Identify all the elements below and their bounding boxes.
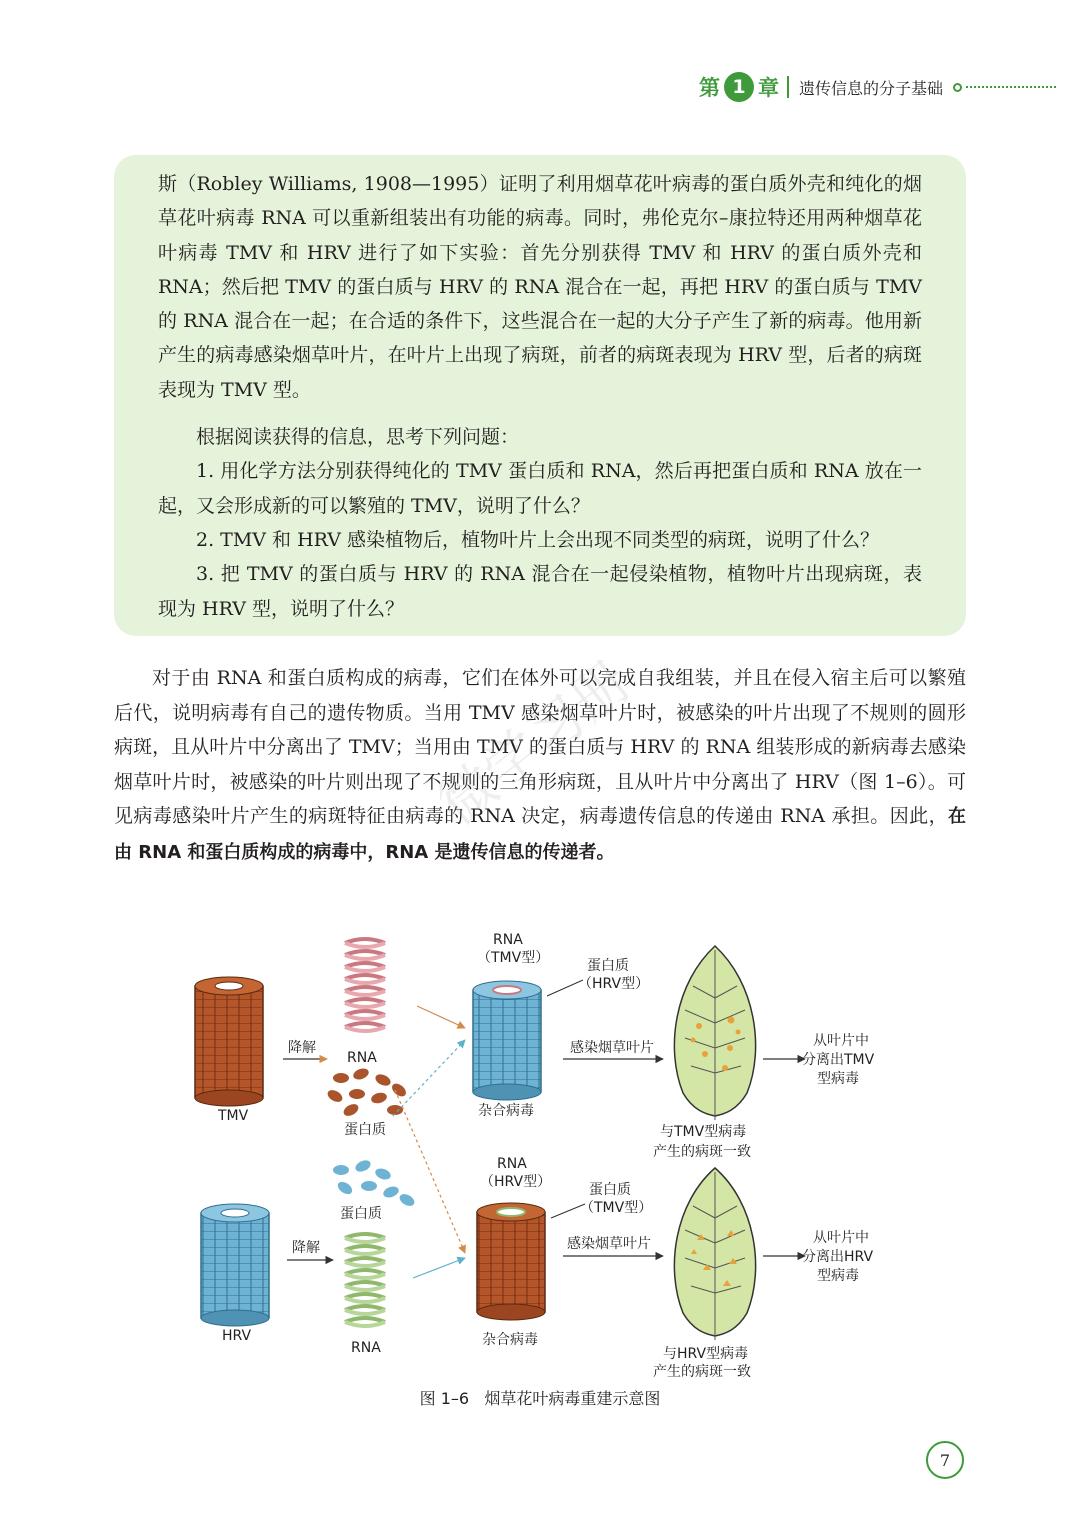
chapter-header bbox=[699, 72, 1056, 102]
top-leaf-caption-1: 与TMV型病毒 bbox=[660, 1124, 747, 1140]
bottom-rna-arrow bbox=[413, 1258, 465, 1278]
question-3: 3. 把 TMV 的蛋白质与 HRV 的 RNA 混合在一起侵染植物，植物叶片出现病斑，表现为 HRV 型，说明了什么？ bbox=[158, 563, 922, 620]
hrv-label: HRV bbox=[222, 1328, 252, 1344]
bottom-degrade-label: 降解 bbox=[292, 1240, 320, 1256]
reading-paragraph: 斯（Robley Williams, 1908—1995）证明了利用烟草花叶病毒的蛋白质外壳和纯化的烟草花叶病毒 RNA 可以重新组装出有功能的病毒。同时，弗伦克尔–康拉特还用两种烟草花叶病毒 TMV 和 HRV 进行了如下实验：首先分别获得 TMV 和 HRV 的蛋白质外壳和 RNA；然后把 TMV 的蛋白质与 HRV 的 RNA 混合在一起，再把 HRV 的蛋白质与 TMV 的 RNA 混合在一起；在合适的条件下，这些混合在一起的大分子产生了新的病毒。他用新产生的病毒感染烟草叶片，在叶片上出现了病斑，前者的病斑表现为 HRV 型，后者的病斑表现为 TMV 型。 bbox=[158, 173, 922, 401]
bottom-result-3: 型病毒 bbox=[817, 1268, 859, 1284]
tmv-virus bbox=[195, 977, 263, 1106]
tmv-rna-helix-icon bbox=[345, 939, 385, 1031]
hrv-protein-to-top-arrow bbox=[393, 1040, 465, 1116]
top-infect-label: 感染烟草叶片 bbox=[570, 1040, 654, 1056]
tmv-label: TMV bbox=[218, 1108, 249, 1124]
top-hybrid-protein-type: （HRV型） bbox=[578, 976, 650, 992]
bottom-hybrid-virus bbox=[477, 1203, 545, 1320]
bottom-leaf-caption-1: 与HRV型病毒 bbox=[663, 1346, 749, 1362]
dotted-rule bbox=[966, 86, 1056, 88]
top-rna-arrow bbox=[417, 1006, 465, 1028]
question-2: 2. TMV 和 HRV 感染植物后，植物叶片上会出现不同类型的病斑，说明了什么？ bbox=[196, 528, 880, 551]
figure-title: 烟草花叶病毒重建示意图 bbox=[484, 1389, 661, 1408]
top-result-3: 型病毒 bbox=[817, 1071, 859, 1087]
main-text bbox=[114, 661, 966, 870]
hrv-rna-helix-icon bbox=[345, 1234, 385, 1326]
chapter-title: 遗传信息的分子基础 bbox=[798, 78, 943, 98]
bottom-result-1: 从叶片中 bbox=[813, 1230, 869, 1246]
hrv-virus bbox=[201, 1204, 269, 1326]
top-leaf-icon bbox=[674, 946, 755, 1120]
top-hybrid-rna-type: （TMV型） bbox=[477, 950, 550, 966]
watermark: 微学习册 bbox=[426, 648, 644, 839]
top-hybrid-label: 杂合病毒 bbox=[478, 1103, 534, 1119]
top-hybrid-virus bbox=[473, 981, 541, 1100]
bottom-leaf-caption-2: 产生的病斑一致 bbox=[653, 1364, 751, 1378]
question-1: 1. 用化学方法分别获得纯化的 TMV 蛋白质和 RNA，然后再把蛋白质和 RNA 放在一起，又会形成新的可以繁殖的 TMV，说明了什么？ bbox=[158, 460, 922, 517]
bottom-hybrid-rna-label: RNA bbox=[497, 1156, 527, 1172]
chapter-prefix: 第 bbox=[698, 76, 720, 100]
reading-box bbox=[114, 155, 966, 636]
bottom-infect-label: 感染烟草叶片 bbox=[567, 1236, 651, 1252]
tmv-protein-to-bottom-arrow bbox=[395, 1090, 465, 1253]
bottom-rna-label: RNA bbox=[351, 1340, 381, 1356]
top-hybrid-protein-label: 蛋白质 bbox=[587, 958, 629, 974]
page-number: 7 bbox=[926, 1441, 964, 1479]
bottom-protein-label: 蛋白质 bbox=[340, 1206, 382, 1222]
bold-conclusion: 在由 RNA 和蛋白质构成的病毒中，RNA 是遗传信息的传递者。 bbox=[114, 806, 966, 863]
bottom-hybrid-label: 杂合病毒 bbox=[482, 1332, 538, 1348]
circle-ornament-icon bbox=[953, 83, 962, 92]
top-protein-label: 蛋白质 bbox=[344, 1122, 386, 1138]
hrv-protein-subunits-icon bbox=[333, 1158, 416, 1208]
bottom-hybrid-protein-label: 蛋白质 bbox=[589, 1182, 631, 1198]
top-result-1: 从叶片中 bbox=[813, 1033, 869, 1049]
bottom-result-2: 分离出HRV bbox=[802, 1249, 874, 1265]
top-leaf-caption-2: 产生的病斑一致 bbox=[653, 1144, 751, 1160]
figure-number: 图 1–6 bbox=[419, 1389, 470, 1408]
chapter-suffix: 章 bbox=[757, 76, 779, 100]
figure-1-6 bbox=[185, 928, 905, 1378]
bottom-hybrid-protein-type: （TMV型） bbox=[580, 1200, 653, 1216]
bottom-hybrid-rna-type: （HRV型） bbox=[480, 1174, 552, 1190]
top-rna-label: RNA bbox=[347, 1050, 377, 1066]
top-hybrid-rna-label: RNA bbox=[493, 932, 523, 948]
chapter-number-badge: 1 bbox=[724, 72, 754, 102]
top-result-2: 分离出TMV bbox=[802, 1052, 875, 1068]
chapter-separator bbox=[787, 76, 789, 98]
body-paragraph bbox=[114, 661, 966, 870]
reading-prompt: 根据阅读获得的信息，思考下列问题： bbox=[196, 426, 520, 449]
body-text: 对于由 RNA 和蛋白质构成的病毒，它们在体外可以完成自我组装，并且在侵入宿主后可以繁殖后代，说明病毒有自己的遗传物质。当用 TMV 感染烟草叶片时，被感染的叶片出现了不规则的圆形病斑，且从叶片中分离出了 TMV；当用由 TMV 的蛋白质与 HRV 的 RNA 组装形成的新病毒去感染烟草叶片时，被感染的叶片则出现了不规则的三角形病斑，且从叶片中分离出了 HRV（图 1–6）。可见病毒感染叶片产生的病斑特征由病毒的 RNA 决定，病毒遗传信息的传递由 RNA 承担。因此， bbox=[114, 667, 966, 827]
bottom-leaf-icon bbox=[674, 1168, 755, 1340]
top-degrade-label: 降解 bbox=[288, 1040, 316, 1056]
figure-caption bbox=[0, 1386, 1080, 1409]
